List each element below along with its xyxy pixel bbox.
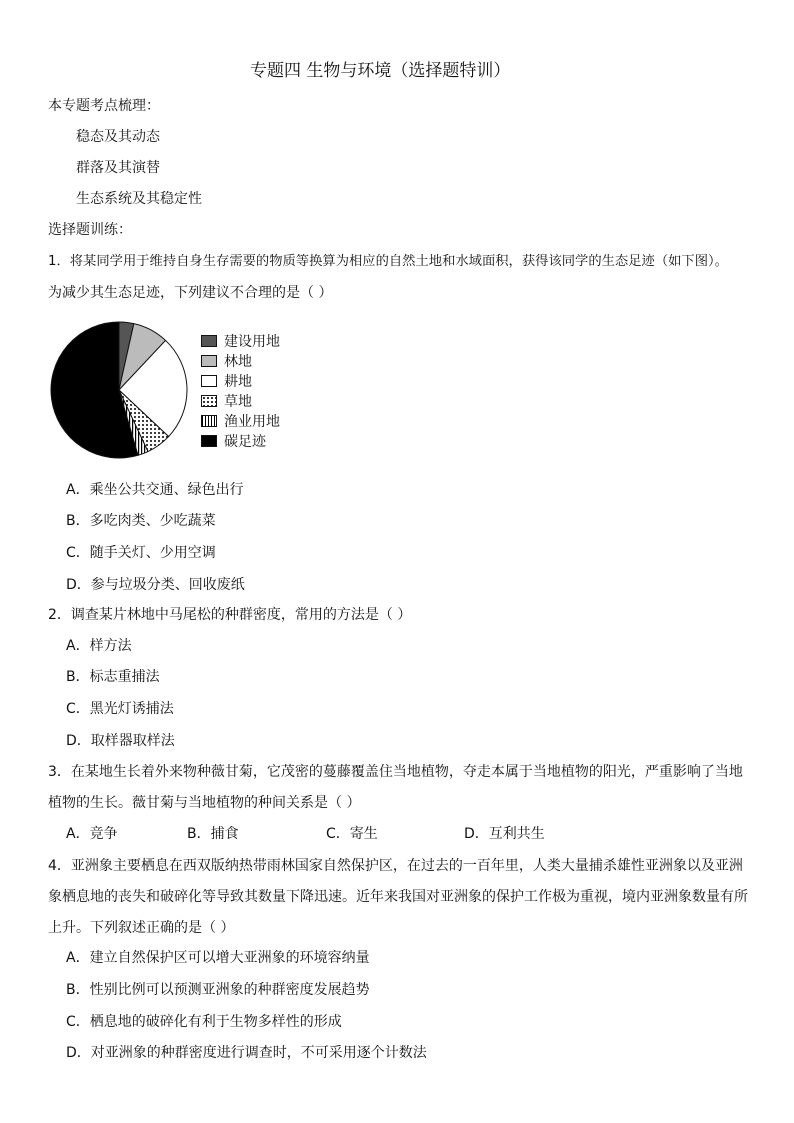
question-4-stem: 象栖息地的丧失和破碎化等导致其数量下降迅速。近年来我国对亚洲象的保护工作极为重视，境内亚洲象数量有所 [48, 889, 748, 905]
question-4-stem: 4．亚洲象主要栖息在西双版纳热带雨林国家自然保护区，在过去的一百年里，人类大量捕杀雄性亚洲象以及亚洲 [48, 858, 743, 874]
legend-label: 碳足迹 [224, 434, 266, 450]
topic-item: 群落及其演替 [76, 160, 160, 176]
legend-label: 建设用地 [224, 334, 280, 350]
question-3-stem: 植物的生长。薇甘菊与当地植物的种间关系是（ ） [48, 795, 361, 811]
intro-label: 本专题考点梳理： [48, 98, 160, 114]
legend-swatch [201, 375, 217, 387]
legend-item [201, 392, 252, 410]
question-2-option: C．黑光灯诱捕法 [66, 701, 174, 717]
question-3-option: B．捕食 [187, 826, 239, 842]
question-2-option: D．取样器取样法 [66, 733, 175, 749]
question-3-option: D．互利共生 [464, 826, 545, 842]
question-4-option: D．对亚洲象的种群密度进行调查时，不可采用逐个计数法 [66, 1045, 427, 1061]
legend-item [201, 372, 252, 390]
eco-footprint-pie-chart [45, 315, 205, 465]
question-1-option: C．随手关灯、少用空调 [66, 545, 216, 561]
legend-swatch [201, 435, 217, 447]
legend-label: 渔业用地 [224, 414, 280, 430]
question-1-stem: 为减少其生态足迹，下列建议不合理的是（ ） [48, 285, 333, 301]
question-1-option: A．乘坐公共交通、绿色出行 [66, 482, 244, 498]
topic-item: 稳态及其动态 [76, 129, 160, 145]
legend-item [201, 412, 280, 430]
question-3-option: A．竞争 [66, 826, 118, 842]
legend-label: 林地 [224, 354, 252, 370]
question-4-option: B．性别比例可以预测亚洲象的种群密度发展趋势 [66, 982, 370, 998]
question-1-option: D．参与垃圾分类、回收废纸 [66, 577, 245, 593]
question-3-option: C．寄生 [326, 826, 378, 842]
question-4-stem: 上升。下列叙述正确的是（ ） [48, 920, 235, 936]
topic-item: 生态系统及其稳定性 [76, 191, 202, 207]
legend-label: 草地 [224, 394, 252, 410]
question-2-stem: 2．调查某片林地中马尾松的种群密度，常用的方法是（ ） [48, 607, 412, 623]
legend-swatch [201, 395, 217, 407]
legend-label: 耕地 [224, 374, 252, 390]
page-title: 专题四 生物与环境（选择题特训） [250, 61, 511, 81]
question-3-stem: 3．在某地生长着外来物种薇甘菊，它茂密的蔓藤覆盖住当地植物，夺走本属于当地植物的阳光，严重影响了当地 [48, 764, 743, 780]
legend-swatch [201, 415, 217, 427]
question-1-stem: 1．将某同学用于维持自身生存需要的物质等换算为相应的自然土地和水域面积，获得该同学的生态足迹（如下图）。 [48, 254, 728, 269]
section-label: 选择题训练： [48, 222, 132, 238]
legend-swatch [201, 335, 217, 347]
question-4-option: C．栖息地的破碎化有利于生物多样性的形成 [66, 1014, 342, 1030]
question-2-option: A．样方法 [66, 638, 132, 654]
question-1-option: B．多吃肉类、少吃蔬菜 [66, 513, 216, 529]
question-4-option: A．建立自然保护区可以增大亚洲象的环境容纳量 [66, 950, 370, 966]
legend-item [201, 352, 252, 370]
legend-item [201, 332, 280, 350]
legend-item [201, 432, 266, 450]
legend-swatch [201, 355, 217, 367]
question-2-option: B．标志重捕法 [66, 669, 160, 685]
